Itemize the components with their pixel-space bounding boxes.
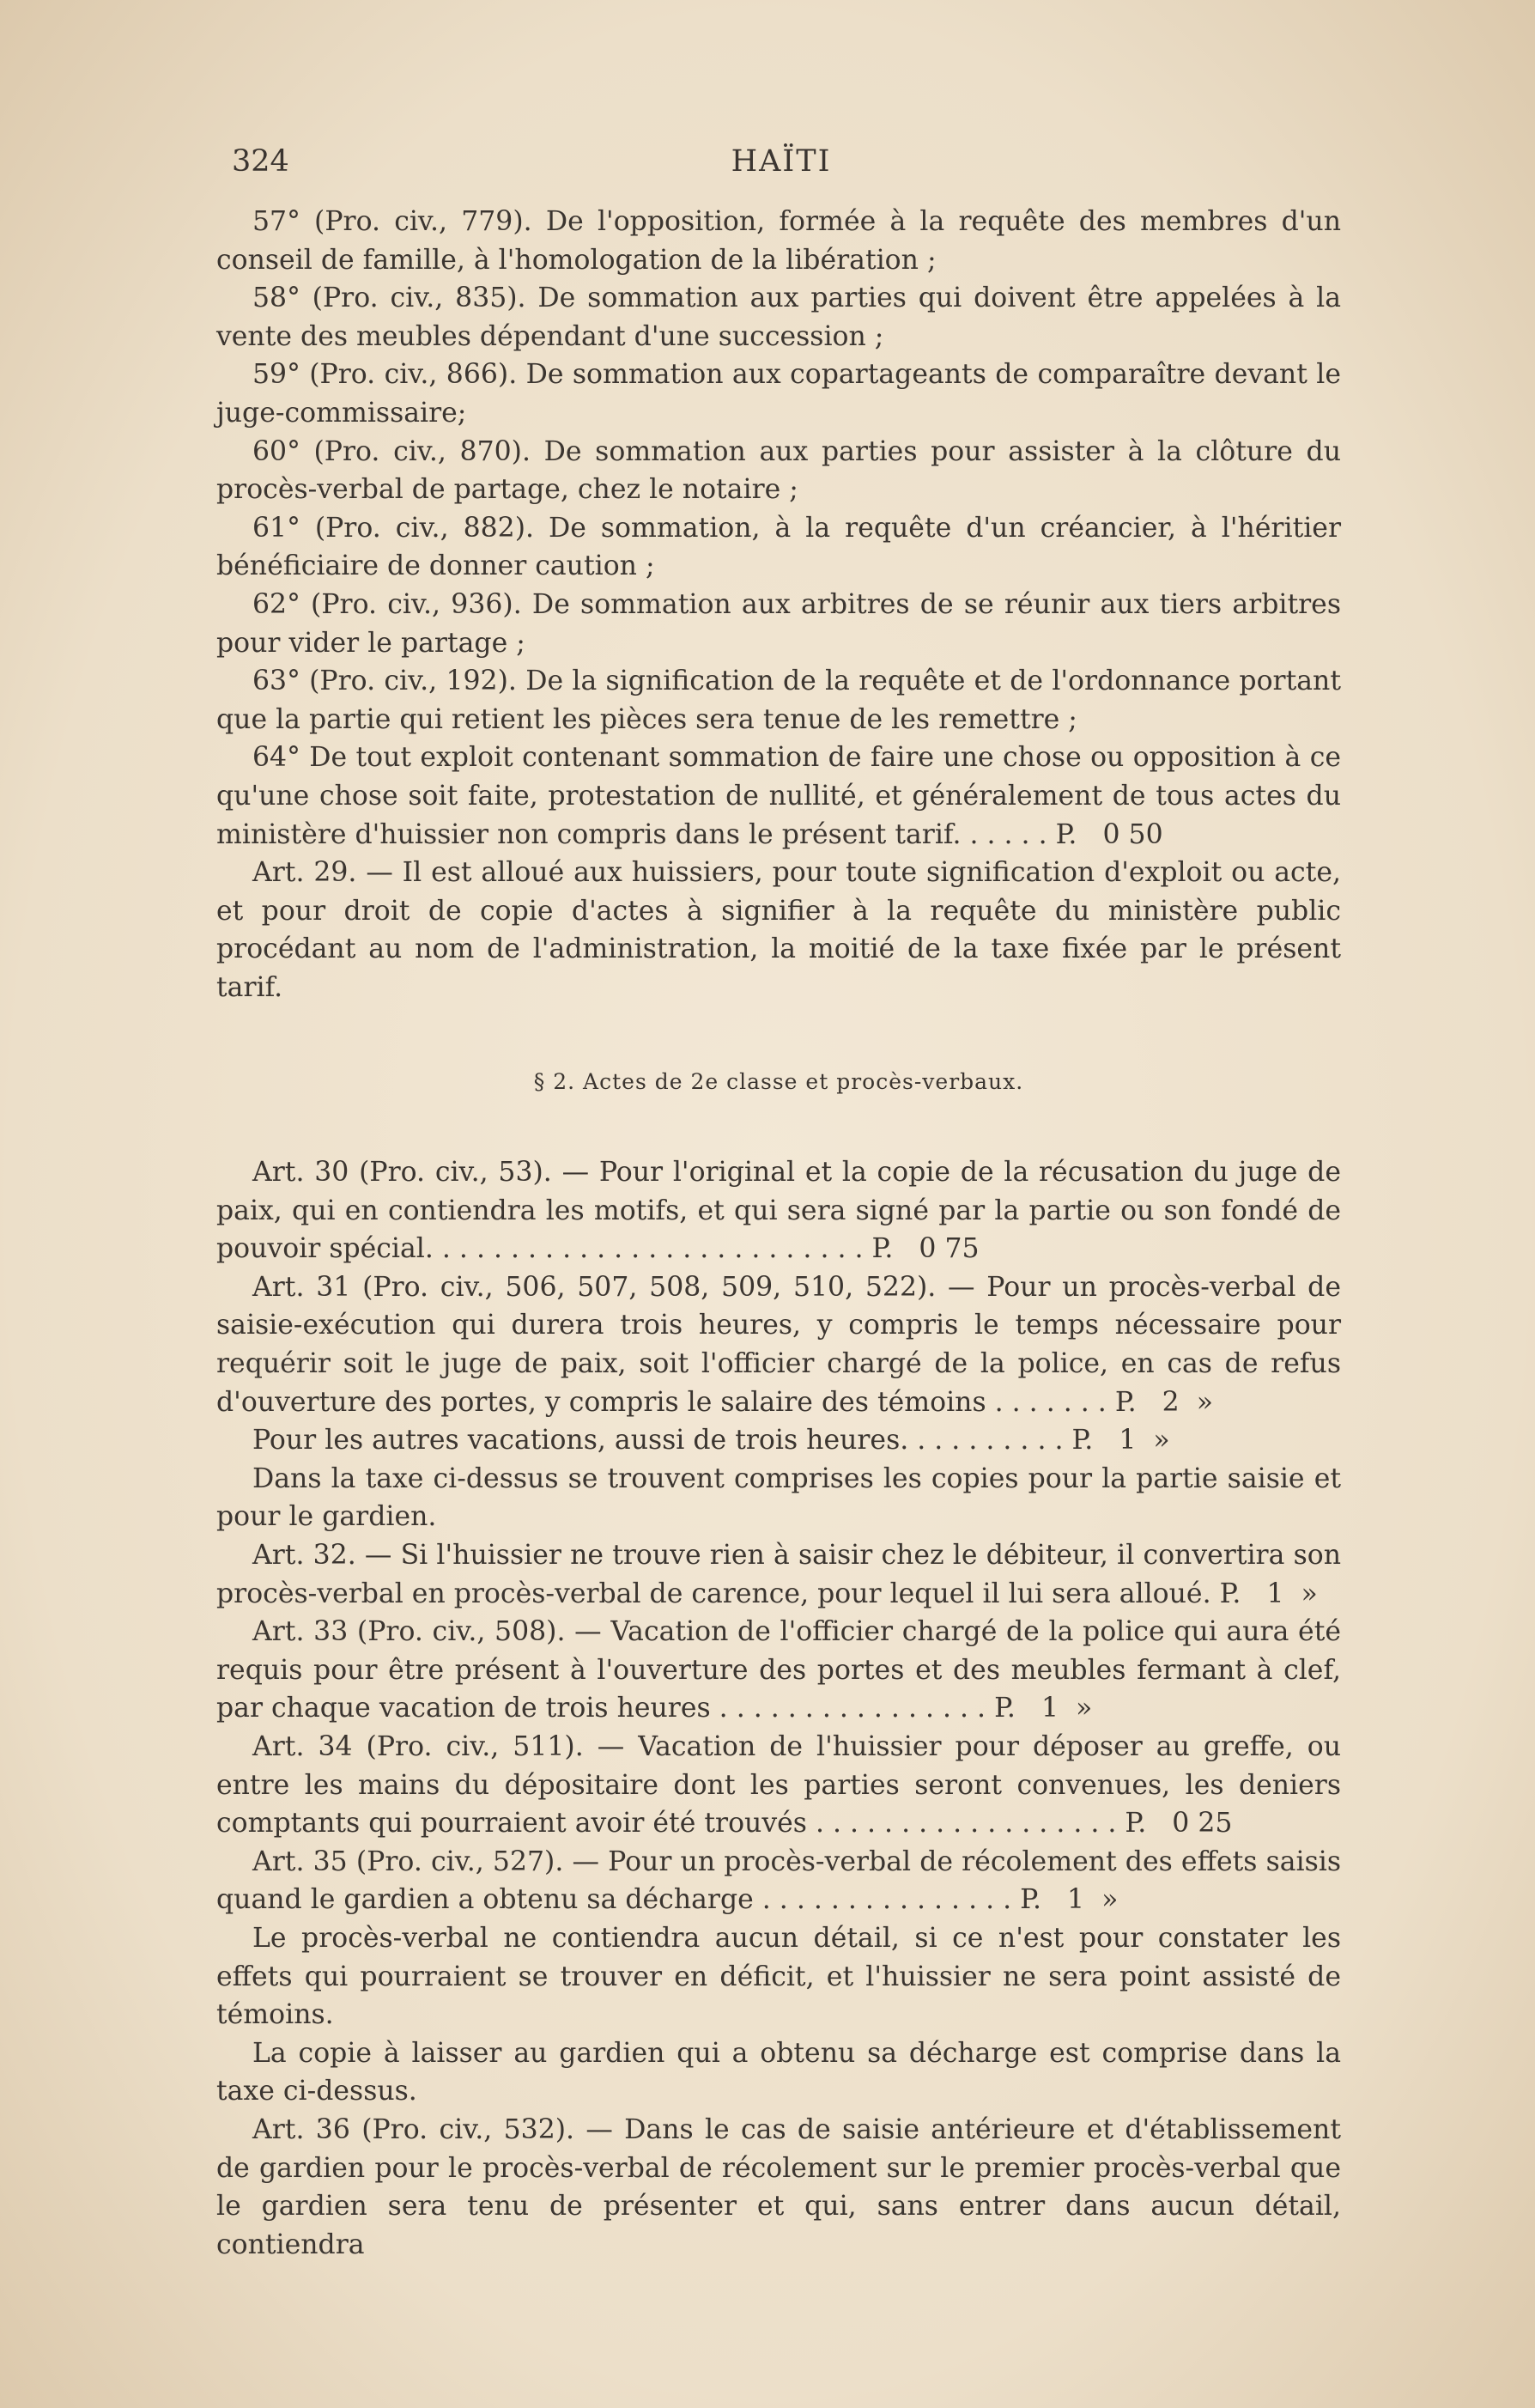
paragraph-text: Art. 33 (Pro. civ., 508). — Vacation de l'officier chargé de la police qui aura été requis pour être présent à l'ouverture des portes et des meubles fermant à clef, par chaque vacation de trois heures . . . . . . . . . . . . . . . . xyxy=(216,1616,1341,1724)
paragraph xyxy=(216,1421,1341,1460)
paragraph-text: Pour les autres vacations, aussi de trois heures. . . . . . . . . . xyxy=(252,1425,1072,1456)
paragraph-text: 60° (Pro. civ., 870). De sommation aux parties pour assister à la clôture du procès-verbal de partage, chez le notaire ; xyxy=(216,435,1341,506)
paragraph-text: 59° (Pro. civ., 866). De sommation aux copartageants de comparaître devant le juge-commissaire; xyxy=(216,359,1341,429)
paragraph xyxy=(216,1460,1341,1536)
fee-amount: P. 1 » xyxy=(1020,1884,1119,1916)
fee-amount: P. 0 25 xyxy=(1125,1808,1233,1839)
paragraph-text: La copie à laisser au gardien qui a obtenu sa décharge est comprise dans la taxe ci-dessus. xyxy=(216,2037,1341,2107)
paragraph-text: Dans la taxe ci-dessus se trouvent comprises les copies pour la partie saisie et pour le gardien. xyxy=(216,1462,1341,1533)
running-title: HAÏTI xyxy=(731,144,832,179)
paragraph-text: Art. 36 (Pro. civ., 532). — Dans le cas de saisie antérieure et d'établissement de gardien pour le procès-verbal de récolement sur le premier procès-verbal que le gardien sera tenu de présenter et qui, sans entrer dans aucun détail, contiendra xyxy=(216,2113,1341,2260)
paragraph-text: 58° (Pro. civ., 835). De sommation aux parties qui doivent être appelées à la vente des meubles dépendant d'une succession ; xyxy=(216,283,1341,352)
paragraph xyxy=(216,203,1341,279)
paragraph-text: Art. 29. — Il est alloué aux huissiers, pour toute signification d'exploit ou acte, et pour droit de copie d'actes à signifier à la requête du ministère public procédant au nom de l'administration, la moitié de la taxe fixée par le présent tarif. xyxy=(216,857,1341,1003)
fee-amount: P. 0 75 xyxy=(871,1233,980,1265)
paragraph xyxy=(216,2111,1341,2264)
paragraph xyxy=(216,2034,1341,2111)
section-heading xyxy=(216,1063,1341,1102)
paragraph xyxy=(216,739,1341,854)
paragraph xyxy=(216,1153,1341,1268)
fee-amount: P. 1 » xyxy=(1071,1425,1170,1456)
fee-amount: P. 0 50 xyxy=(1055,818,1163,850)
paragraph-text: Art. 32. — Si l'huissier ne trouve rien à saisir chez le débiteur, il convertira son procès-verbal en procès-verbal de carence, pour lequel il lui sera alloué. xyxy=(216,1540,1341,1609)
paragraph xyxy=(216,509,1341,586)
paragraph-text: 61° (Pro. civ., 882). De sommation, à la requête d'un créancier, à l'héritier bénéficiaire de donner caution ; xyxy=(216,512,1341,582)
paragraph xyxy=(216,1613,1341,1728)
page-header xyxy=(219,144,1344,187)
fee-amount: P. 1 » xyxy=(994,1693,1093,1724)
paragraph xyxy=(216,1268,1341,1421)
paragraph xyxy=(216,854,1341,1006)
paragraph xyxy=(216,1536,1341,1613)
paragraph xyxy=(216,356,1341,432)
paragraph-text: Art. 35 (Pro. civ., 527). — Pour un procès-verbal de récolement des effets saisis quand le gardien a obtenu sa décharge . . . . . . . . . . . . . . . xyxy=(216,1846,1341,1916)
paragraph xyxy=(216,1728,1341,1843)
paragraph xyxy=(216,662,1341,739)
paragraph xyxy=(216,433,1341,509)
paragraph xyxy=(216,1919,1341,2034)
paragraph-text: Art. 34 (Pro. civ., 511). — Vacation de l'huissier pour déposer au greffe, ou entre les mains du dépositaire dont les parties seront convenues, les deniers comptants qui pourraient avoir été trouvés . . . . . . . . . . . . . . . . . . xyxy=(216,1730,1341,1839)
paragraph-text: § 2. Actes de 2e classe et procès-verbaux. xyxy=(533,1069,1024,1095)
paragraph xyxy=(216,1843,1341,1919)
body-text xyxy=(216,203,1341,2264)
page-number: 324 xyxy=(232,144,289,179)
paragraph-text: Art. 31 (Pro. civ., 506, 507, 508, 509, 510, 522). — Pour un procès-verbal de saisie-exécution qui durera trois heures, y compris le temps nécessaire pour requérir soit le juge de paix, soit l'officier chargé de la police, en cas de refus d'ouverture des portes, y compris le salaire des témoins . . . . . . . xyxy=(216,1271,1341,1418)
paragraph-text: 62° (Pro. civ., 936). De sommation aux arbitres de se réunir aux tiers arbitres pour vider le partage ; xyxy=(216,588,1341,659)
paragraph-text: 63° (Pro. civ., 192). De la signification de la requête et de l'ordonnance portant que la partie qui retient les pièces sera tenue de les remettre ; xyxy=(216,666,1341,735)
fee-amount: P. 2 » xyxy=(1114,1386,1214,1418)
paragraph-text: Art. 30 (Pro. civ., 53). — Pour l'original et la copie de la récusation du juge de paix, qui en contiendra les motifs, et qui sera signé par la partie ou son fondé de pouvoir spécial. . . . . . . . . . . . . . . . . . . . . . . . . . xyxy=(216,1157,1341,1265)
paragraph-text: 57° (Pro. civ., 779). De l'opposition, formée à la requête des membres d'un conseil de famille, à l'homologation de la libération ; xyxy=(216,206,1341,276)
paragraph xyxy=(216,586,1341,662)
paragraph-text: Le procès-verbal ne contiendra aucun détail, si ce n'est pour constater les effets qui pourraient se trouver en déficit, et l'huissier ne sera point assisté de témoins. xyxy=(216,1922,1341,2031)
paragraph-text: 64° De tout exploit contenant sommation de faire une chose ou opposition à ce qu'une chose soit faite, protestation de nullité, et généralement de tous actes du ministère d'huissier non compris dans le présent tarif. . . . . . xyxy=(216,742,1341,850)
fee-amount: P. 1 » xyxy=(1219,1578,1318,1609)
paragraph xyxy=(216,279,1341,356)
